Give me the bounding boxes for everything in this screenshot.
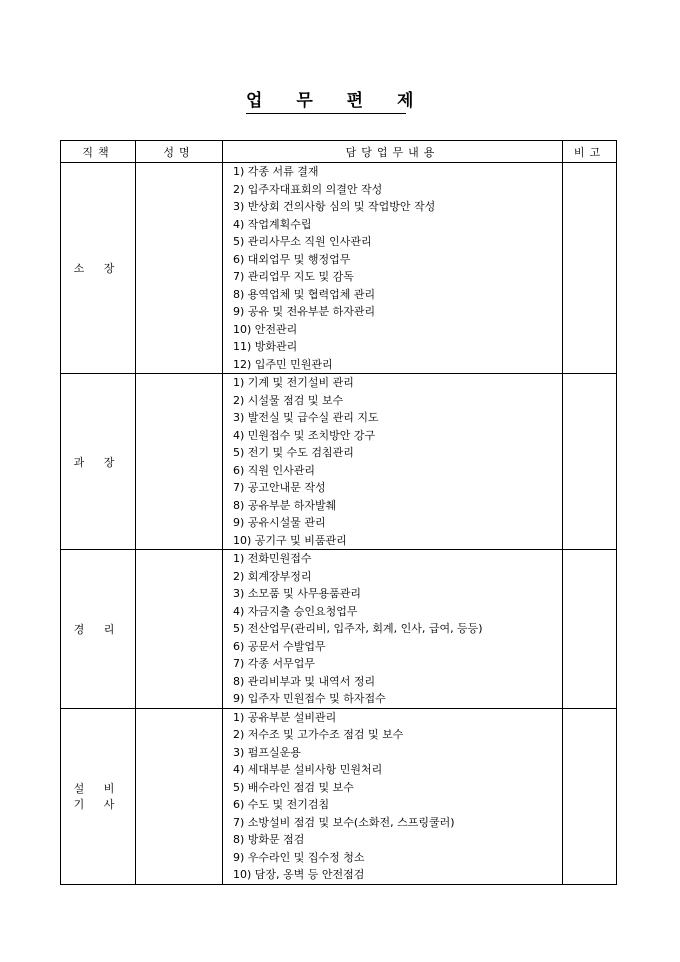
list-item: 8) 관리비부과 및 내역서 정리 bbox=[233, 674, 376, 688]
list-item: 6) 대외업무 및 행정업무 bbox=[233, 252, 351, 266]
header-note: 비고 bbox=[563, 141, 617, 163]
table-row bbox=[61, 708, 617, 884]
list-item: 9) 입주자 민원접수 및 하자접수 bbox=[233, 692, 386, 705]
list-item: 9) 공유시설물 관리 bbox=[233, 516, 326, 529]
list-item: 7) 각종 서무업무 bbox=[233, 657, 316, 670]
list-item: 9) 우수라인 및 집수정 청소 bbox=[233, 850, 365, 864]
list-item: 7) 관리업무 지도 및 감독 bbox=[233, 270, 354, 283]
list-item: 2) 시설물 점검 및 보수 bbox=[233, 393, 344, 407]
list-item: 6) 공문서 수발업무 bbox=[233, 639, 326, 653]
document-title: 업 무 편 제 bbox=[246, 91, 428, 111]
list-item: 4) 자금지출 승인요청업무 bbox=[233, 604, 358, 618]
list-item: 3) 펌프실운용 bbox=[233, 745, 301, 759]
list-item: 10) 담장, 옹벽 등 안전점검 bbox=[233, 868, 365, 881]
role-cell: 경 리 bbox=[61, 550, 136, 709]
table-row bbox=[61, 374, 617, 550]
list-item: 1) 전화민원접수 bbox=[233, 552, 312, 565]
list-item: 2) 저수조 및 고가수조 점검 및 보수 bbox=[233, 728, 404, 741]
note-cell bbox=[563, 708, 617, 884]
list-item: 5) 관리사무소 직원 인사관리 bbox=[233, 235, 372, 248]
list-item: 2) 입주자대표회의 의결안 작성 bbox=[233, 182, 383, 196]
table-row bbox=[61, 163, 617, 374]
list-item: 6) 수도 및 전기검침 bbox=[233, 798, 330, 811]
role-cell: 소 장 bbox=[61, 163, 136, 374]
list-item: 5) 전산업무(관리비, 입주자, 회계, 인사, 급여, 등등) bbox=[233, 622, 483, 635]
header-name: 성명 bbox=[136, 141, 223, 163]
duty-table-body bbox=[61, 163, 617, 885]
list-item: 1) 공유부분 설비관리 bbox=[233, 710, 337, 724]
list-item: 8) 방화문 점검 bbox=[233, 833, 305, 846]
list-item: 2) 회계장부정리 bbox=[233, 569, 312, 583]
table-row bbox=[61, 550, 617, 709]
list-item: 5) 전기 및 수도 검침관리 bbox=[233, 446, 354, 459]
name-cell bbox=[136, 708, 223, 884]
list-item: 8) 용역업체 및 협력업체 관리 bbox=[233, 287, 376, 301]
name-cell bbox=[136, 374, 223, 550]
role-cell: 설 비 기 사 bbox=[61, 708, 136, 884]
list-item: 6) 직원 인사관리 bbox=[233, 463, 316, 477]
list-item: 8) 공유부분 하자발췌 bbox=[233, 498, 337, 512]
list-item: 11) 방화관리 bbox=[233, 340, 298, 353]
list-item: 3) 소모품 및 사무용품관리 bbox=[233, 587, 362, 600]
list-item: 4) 민원접수 및 조치방안 강구 bbox=[233, 428, 376, 442]
list-item: 1) 기계 및 전기설비 관리 bbox=[233, 376, 354, 389]
name-cell bbox=[136, 550, 223, 709]
header-row bbox=[61, 141, 617, 163]
duties-cell bbox=[223, 163, 563, 374]
list-item: 12) 입주민 민원관리 bbox=[233, 357, 333, 371]
header-duties: 담당업무내용 bbox=[223, 141, 563, 163]
note-cell bbox=[563, 163, 617, 374]
title-underline bbox=[246, 113, 406, 114]
header-role: 직책 bbox=[61, 141, 136, 163]
list-item: 7) 소방설비 점검 및 보수(소화전, 스프링쿨러) bbox=[233, 815, 455, 829]
list-item: 3) 발전실 및 급수실 관리 지도 bbox=[233, 411, 379, 424]
duties-cell bbox=[223, 550, 563, 709]
list-item: 10) 공기구 및 비품관리 bbox=[233, 533, 347, 547]
duty-table bbox=[60, 140, 617, 885]
duties-cell bbox=[223, 708, 563, 884]
note-cell bbox=[563, 374, 617, 550]
note-cell bbox=[563, 550, 617, 709]
list-item: 1) 각종 서류 결재 bbox=[233, 165, 319, 178]
list-item: 7) 공고안내문 작성 bbox=[233, 481, 326, 494]
list-item: 5) 배수라인 점검 및 보수 bbox=[233, 780, 354, 794]
list-item: 3) 반상회 건의사항 심의 및 작업방안 작성 bbox=[233, 200, 436, 213]
list-item: 10) 안전관리 bbox=[233, 322, 298, 336]
list-item: 4) 세대부분 설비사항 민원처리 bbox=[233, 763, 383, 776]
duties-cell bbox=[223, 374, 563, 550]
list-item: 9) 공유 및 전유부분 하자관리 bbox=[233, 305, 376, 318]
list-item: 4) 작업계획수립 bbox=[233, 217, 312, 231]
name-cell bbox=[136, 163, 223, 374]
role-cell: 과 장 bbox=[61, 374, 136, 550]
